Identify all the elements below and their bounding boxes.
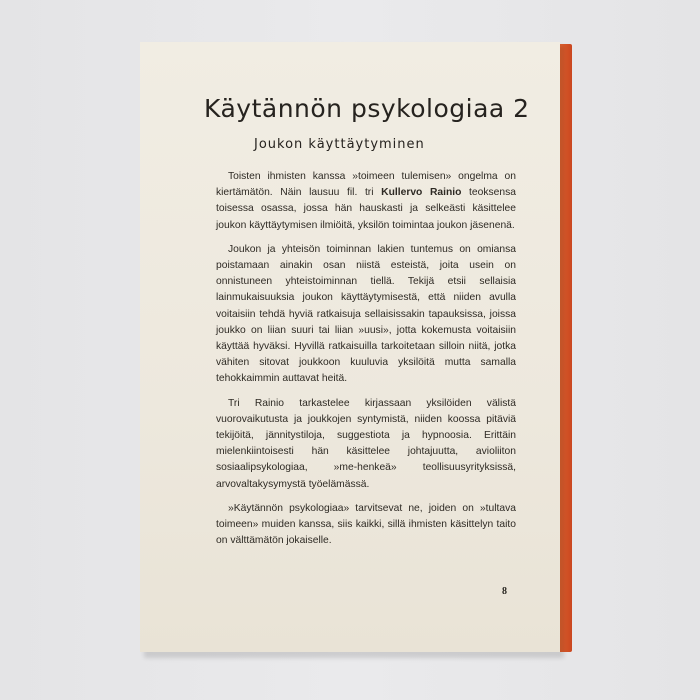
paragraph-3: Tri Rainio tarkastelee kirjassaan yksilöiden välistä vuorovaikutusta ja joukkojen syntymistä, niiden koossa pitäviä tekijöitä, jännitystiloja, suggestiota ja hypnoosia. Erittäin mielenkiintoisesti hän käsittelee johtajuutta, avioliiton sosiaalipsykologiaa, »me-henkeä» teollisuusyrityksissä, arvovaltakysymystä työelämässä. xyxy=(216,397,516,490)
paragraph-1-end: teoksensa toisessa osassa, jossa hän hauskasti ja selkeästi käsittelee joukon käyttäytymisen ilmiöitä, yksilön toimintaa joukon jäsenenä. xyxy=(216,187,516,231)
page-subtitle: Joukon käyttäytyminen xyxy=(254,137,425,152)
book-page xyxy=(140,42,560,652)
paragraph-2: Joukon ja yhteisön toiminnan lakien tuntemus on omiansa poistamaan ainakin osan niistä esteistä, joita usein on onnistuneen yhteistoiminnan tiellä. Tekijä etsii sellaisia lainmukaisuuksia joukon käyttäytymisestä, että niiden avulla voitaisiin tehdä hyviä ratkaisuja sellaisissakin tapauksissa, joissa joukko on liian suuri tai liian »uusi», jotta kokemusta voitaisiin käyttää hyväksi. Hyvillä ratkaisuilla tarkoitetaan silloin niitä, jotka vähiten sitovat joukkoon kuuluvia yksilöitä mutta samalla tehokkaimmin auttavat heitä. xyxy=(216,243,516,385)
paragraph-1-start: Toisten ihmisten kanssa »toimeen tulemisen» ongelma on kiertämätön. Näin lausuu fil. tri xyxy=(216,171,516,199)
page-number: 8 xyxy=(502,586,507,597)
page-title: Käytännön psykologiaa 2 xyxy=(204,94,530,123)
paragraph-1 xyxy=(216,169,516,234)
body-text xyxy=(216,169,516,549)
author-name: Kullervo Rainio xyxy=(381,187,462,199)
paragraph-4: »Käytännön psykologiaa» tarvitsevat ne, joiden on »tultava toimeen» muiden kanssa, siis kaikki, sillä ihmisten käsittelyn taito on välttämätön jokaiselle. xyxy=(216,502,516,547)
